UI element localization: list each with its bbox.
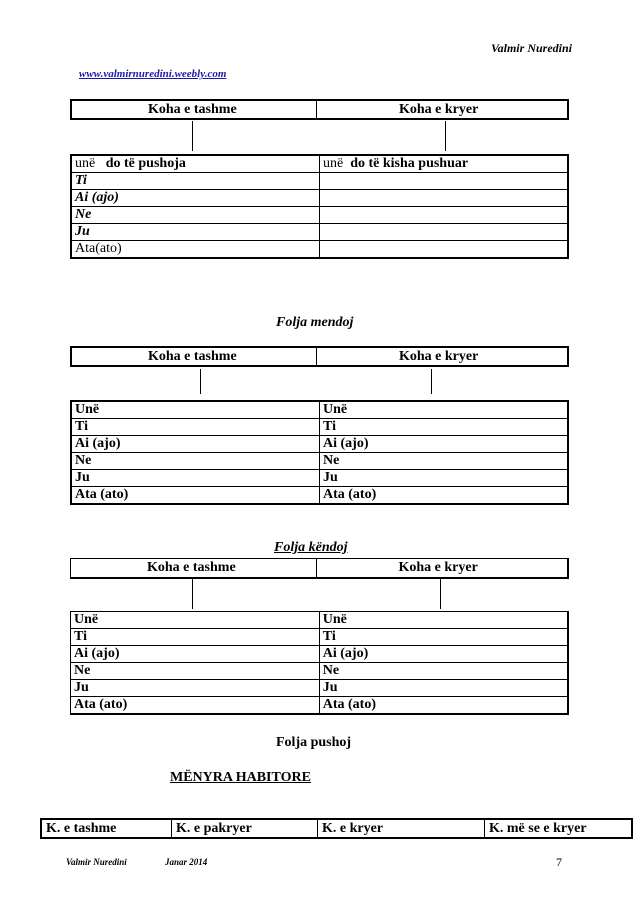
table-cell: Ne: [71, 663, 320, 680]
table-row: [71, 487, 568, 505]
table-cell: Ti: [71, 419, 320, 436]
table-cell: Unë: [319, 612, 568, 629]
column-header: K. më se e kryer: [489, 821, 587, 836]
website-link[interactable]: www.valmirnuredini.weebly.com: [79, 68, 227, 80]
connector-line: [192, 579, 193, 609]
table-row: [71, 680, 569, 697]
table-cell: Ju: [71, 680, 320, 697]
header-koha-kryer: Koha e kryer: [398, 560, 478, 575]
table-cell: Ju: [319, 680, 568, 697]
table-row: [71, 629, 569, 646]
conjugation-table-3: [70, 611, 569, 715]
section-title-pushoj: Folja pushoj: [276, 735, 352, 750]
table-cell: [320, 207, 569, 224]
page-number: 7: [556, 855, 562, 869]
footer-date: Janar 2014: [165, 857, 208, 867]
mood-subtitle: MËNYRA HABITORE: [170, 770, 311, 785]
column-header: K. e kryer: [318, 820, 485, 837]
connector-line: [445, 121, 446, 151]
tense-header-table-1: [70, 99, 569, 120]
footer-author: Valmir Nuredini: [66, 857, 127, 867]
table-row: [71, 419, 568, 436]
table-cell: Ne: [71, 453, 320, 470]
table-row: [71, 207, 568, 224]
header-koha-kryer: Koha e kryer: [399, 349, 479, 364]
conjugation-table-1: [70, 154, 569, 259]
table-cell: Ata (ato): [320, 487, 569, 505]
connector-line: [200, 369, 201, 394]
table-cell: Ju: [320, 470, 569, 487]
pronoun: unë: [323, 156, 344, 171]
table-cell: Ti: [319, 629, 568, 646]
header-koha-tashme: Koha e tashme: [72, 101, 317, 118]
table-row: [71, 224, 568, 241]
tense-header-table-2: [70, 346, 569, 367]
table-cell: [320, 173, 569, 190]
table-row: [71, 646, 569, 663]
table-row: [71, 436, 568, 453]
section-title-mendoj: Folja mendoj: [276, 315, 354, 330]
table-cell: [71, 155, 320, 173]
table-cell: Ai (ajo): [71, 190, 320, 207]
table-cell: Ne: [319, 663, 568, 680]
table-row: [71, 155, 568, 173]
table-cell: [320, 190, 569, 207]
table-cell: Unë: [320, 401, 569, 419]
table-row: [71, 470, 568, 487]
table-cell: Ne: [71, 207, 320, 224]
table-cell: [320, 155, 569, 173]
connector-line: [440, 579, 441, 609]
section-title-kendoj: Folja këndoj: [274, 540, 348, 555]
table-cell: [320, 224, 569, 241]
verb-form: do të pushoja: [105, 156, 186, 171]
table-row: [71, 173, 568, 190]
pronoun: unë: [75, 156, 96, 171]
table-cell: Ata(ato): [71, 241, 320, 259]
connector-line: [431, 369, 432, 394]
table-cell: Ne: [320, 453, 569, 470]
table-cell: Ai (ajo): [71, 436, 320, 453]
tense-header-table-3: [70, 558, 569, 579]
conjugation-table-2: [70, 400, 569, 505]
table-cell: Ata (ato): [319, 697, 568, 715]
table-cell: Ai (ajo): [320, 436, 569, 453]
table-cell: Ata (ato): [71, 697, 320, 715]
table-cell: Ti: [320, 419, 569, 436]
header-koha-tashme: Koha e tashme: [71, 559, 317, 577]
table-cell: Ai (ajo): [319, 646, 568, 663]
column-header: K. e pakryer: [172, 820, 318, 837]
header-koha-tashme: Koha e tashme: [72, 348, 317, 365]
table-row: [71, 241, 568, 259]
table-row: [71, 190, 568, 207]
table-row: [71, 663, 569, 680]
column-header: K. e tashme: [42, 820, 172, 837]
table-cell: Ti: [71, 629, 320, 646]
table-row: [71, 401, 568, 419]
table-cell: Ata (ato): [71, 487, 320, 505]
tense-columns-table: [40, 818, 633, 839]
header-author: Valmir Nuredini: [490, 41, 572, 55]
table-cell: [320, 241, 569, 259]
table-cell: Ai (ajo): [71, 646, 320, 663]
table-cell: Unë: [71, 401, 320, 419]
verb-form: do të kisha pushuar: [350, 156, 469, 171]
table-cell: Ju: [71, 224, 320, 241]
table-cell: Ti: [71, 173, 320, 190]
table-row: [71, 453, 568, 470]
table-row: [71, 697, 569, 715]
table-row: [71, 612, 569, 629]
table-cell: Ju: [71, 470, 320, 487]
connector-line: [192, 121, 193, 151]
table-cell: Unë: [71, 612, 320, 629]
header-koha-kryer: Koha e kryer: [399, 102, 479, 117]
